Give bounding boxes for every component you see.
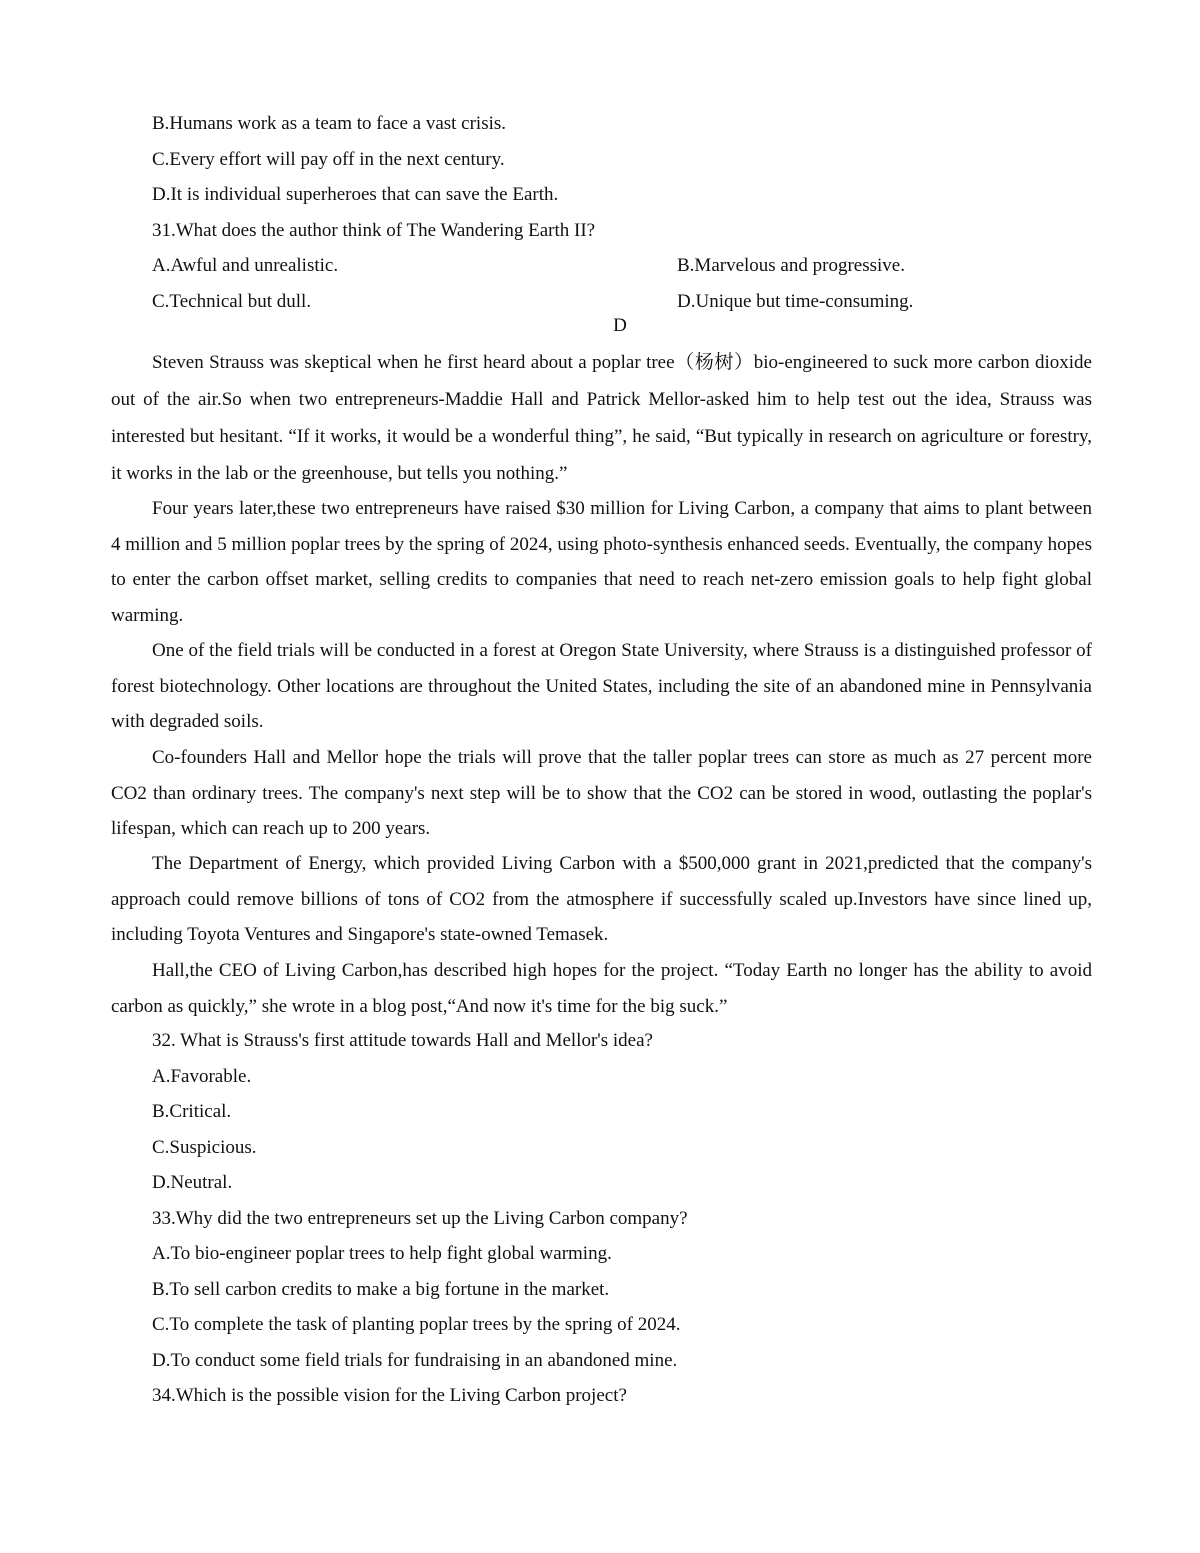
q32-option-b: B.Critical. bbox=[152, 1101, 232, 1122]
passage-paragraph-4: Co-founders Hall and Mellor hope the trials will prove that the taller poplar trees can store as much as 27 percent more CO2 than ordinary trees. The company's next step will be to show that the CO2 can be stored in wood, outlasting the poplar's lifespan, which can reach up to 200 years. bbox=[111, 747, 1092, 839]
q31-option-a: A.Awful and unrealistic. bbox=[152, 255, 339, 276]
passage-paragraph-5: The Department of Energy, which provided Living Carbon with a $500,000 grant in 2021,predicted that the company's approach could remove billions of tons of CO2 from the atmosphere if successfully scaled up.Investors have since lined up, including Toyota Ventures and Singapore's state-owned Temasek. bbox=[111, 853, 1092, 945]
passage-paragraph-6: Hall,the CEO of Living Carbon,has described high hopes for the project. “Today Earth no longer has the ability to avoid carbon as quickly,” she wrote in a blog post,“And now it's time for the big suck.” bbox=[111, 960, 1092, 1017]
q32-option-a: A.Favorable. bbox=[152, 1066, 252, 1087]
prev-option-d: D.It is individual superheroes that can save the Earth. bbox=[152, 184, 559, 205]
q32-option-c: C.Suspicious. bbox=[152, 1137, 257, 1158]
passage-paragraph-3: One of the field trials will be conducted in a forest at Oregon State University, where Strauss is a distinguished professor of forest biotechnology. Other locations are throughout the United States, including the site of an abandoned mine in Pennsylvania with degraded soils. bbox=[111, 640, 1092, 732]
passage-paragraph-1: Steven Strauss was skeptical when he first heard about a poplar tree（杨树）bio-engineered to suck more carbon dioxide out of the air.So when two entrepreneurs-Maddie Hall and Patrick Mellor-asked him to help test out the idea, Strauss was interested but hesitant. “If it works, it would be a wonderful thing”, he said, “But typically in research on agriculture or forestry, it works in the lab or the greenhouse, but tells you nothing.” bbox=[111, 352, 1092, 484]
question-32: 32. What is Strauss's first attitude towards Hall and Mellor's idea? bbox=[152, 1030, 653, 1051]
prev-option-b: B.Humans work as a team to face a vast crisis. bbox=[152, 113, 507, 134]
q33-option-a: A.To bio-engineer poplar trees to help fight global warming. bbox=[152, 1243, 612, 1264]
q31-option-b: B.Marvelous and progressive. bbox=[677, 255, 905, 276]
question-31: 31.What does the author think of The Wandering Earth II? bbox=[152, 220, 596, 241]
question-34: 34.Which is the possible vision for the Living Carbon project? bbox=[152, 1385, 627, 1406]
q33-option-b: B.To sell carbon credits to make a big fortune in the market. bbox=[152, 1279, 610, 1300]
question-33: 33.Why did the two entrepreneurs set up the Living Carbon company? bbox=[152, 1208, 688, 1229]
q32-option-d: D.Neutral. bbox=[152, 1172, 233, 1193]
passage-label: D bbox=[613, 315, 627, 336]
q33-option-c: C.To complete the task of planting poplar trees by the spring of 2024. bbox=[152, 1314, 681, 1335]
passage-paragraph-2: Four years later,these two entrepreneurs have raised $30 million for Living Carbon, a company that aims to plant between 4 million and 5 million poplar trees by the spring of 2024, using photo-synthesis enhanced seeds. Eventually, the company hopes to enter the carbon offset market, selling credits to companies that need to reach net-zero emission goals to help fight global warming. bbox=[111, 498, 1092, 626]
q33-option-d: D.To conduct some field trials for fundraising in an abandoned mine. bbox=[152, 1350, 678, 1371]
prev-option-c: C.Every effort will pay off in the next century. bbox=[152, 149, 505, 170]
q31-option-c: C.Technical but dull. bbox=[152, 291, 312, 312]
q31-option-d: D.Unique but time-consuming. bbox=[677, 291, 914, 312]
